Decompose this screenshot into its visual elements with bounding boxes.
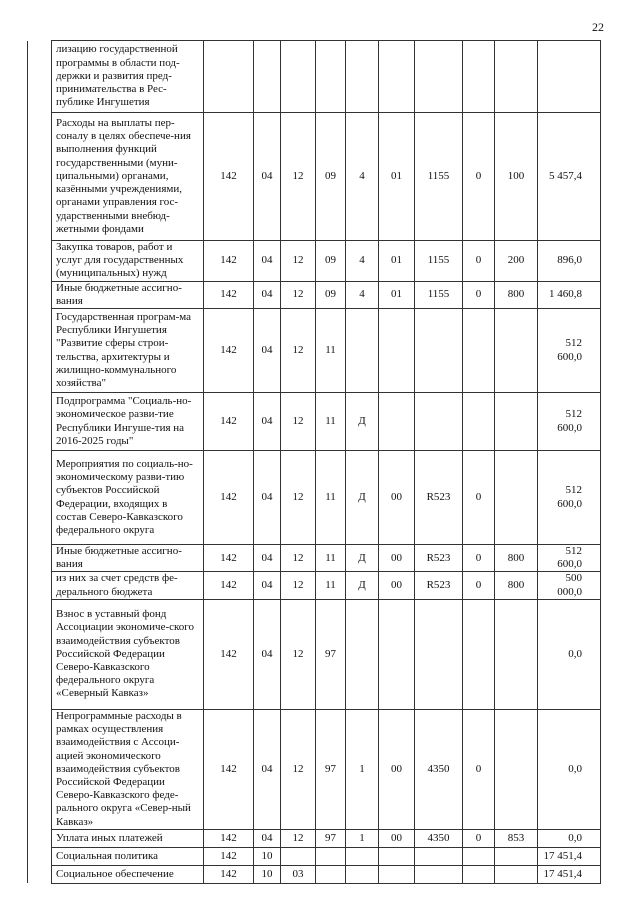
direction-code-cell xyxy=(415,393,463,451)
event-code-cell: 00 xyxy=(379,572,415,599)
ministry-code-cell: 142 xyxy=(204,281,254,308)
table-row xyxy=(28,572,601,599)
detail-code-cell xyxy=(463,599,495,709)
detail-code-cell xyxy=(463,865,495,883)
margin-cell xyxy=(28,599,52,709)
table-row xyxy=(28,847,601,865)
event-code-cell xyxy=(379,599,415,709)
amount-cell: 17 451,4 xyxy=(538,865,601,883)
section-code-cell: 04 xyxy=(254,451,281,545)
detail-code-cell: 0 xyxy=(463,451,495,545)
subsection-code-cell: 12 xyxy=(281,451,316,545)
program-code-cell: 97 xyxy=(316,709,346,829)
margin-cell xyxy=(28,451,52,545)
program-code-cell: 97 xyxy=(316,599,346,709)
expense-type-code-cell xyxy=(495,709,538,829)
event-code-cell: 00 xyxy=(379,829,415,847)
expense-type-code-cell: 800 xyxy=(495,572,538,599)
subprogram-code-cell xyxy=(346,599,379,709)
expense-name-cell: лизацию государственной программы в области под-держки и развития пред-принимательства в Рес-публике Ингушетия xyxy=(52,41,204,113)
direction-code-cell xyxy=(415,847,463,865)
table-row xyxy=(28,599,601,709)
event-code-cell: 00 xyxy=(379,451,415,545)
ministry-code-cell: 142 xyxy=(204,545,254,572)
margin-cell xyxy=(28,865,52,883)
program-code-cell: 09 xyxy=(316,281,346,308)
table-row xyxy=(28,241,601,282)
amount-cell: 500 000,0 xyxy=(538,572,601,599)
margin-cell xyxy=(28,829,52,847)
ministry-code-cell: 142 xyxy=(204,709,254,829)
table-row xyxy=(28,829,601,847)
ministry-code-cell: 142 xyxy=(204,451,254,545)
table-row xyxy=(28,41,601,113)
amount-cell: 512 600,0 xyxy=(538,451,601,545)
section-code-cell: 04 xyxy=(254,393,281,451)
ministry-code-cell: 142 xyxy=(204,113,254,241)
event-code-cell: 01 xyxy=(379,241,415,282)
subsection-code-cell: 12 xyxy=(281,241,316,282)
table-row xyxy=(28,865,601,883)
amount-cell: 5 457,4 xyxy=(538,113,601,241)
margin-cell xyxy=(28,709,52,829)
section-code-cell: 10 xyxy=(254,847,281,865)
direction-code-cell: 4350 xyxy=(415,829,463,847)
detail-code-cell: 0 xyxy=(463,709,495,829)
expense-type-code-cell xyxy=(495,599,538,709)
program-code-cell: 11 xyxy=(316,309,346,393)
event-code-cell: 00 xyxy=(379,709,415,829)
amount-cell: 1 460,8 xyxy=(538,281,601,308)
margin-cell xyxy=(28,572,52,599)
expense-name-cell: Непрограммные расходы в рамках осуществления взаимодействия с Ассоци-ацией экономического взаимодействия субъектов Российской Федерации Северо-Кавказского феде-рального округа «Север-ный Кавказ» xyxy=(52,709,204,829)
subprogram-code-cell xyxy=(346,847,379,865)
detail-code-cell xyxy=(463,41,495,113)
expense-type-code-cell: 800 xyxy=(495,281,538,308)
subsection-code-cell: 12 xyxy=(281,599,316,709)
amount-cell: 512 600,0 xyxy=(538,545,601,572)
ministry-code-cell: 142 xyxy=(204,865,254,883)
table-row xyxy=(28,281,601,308)
ministry-code-cell: 142 xyxy=(204,829,254,847)
margin-cell xyxy=(28,393,52,451)
subsection-code-cell: 12 xyxy=(281,281,316,308)
ministry-code-cell xyxy=(204,41,254,113)
ministry-code-cell: 142 xyxy=(204,847,254,865)
subprogram-code-cell: Д xyxy=(346,393,379,451)
subsection-code-cell: 12 xyxy=(281,113,316,241)
direction-code-cell: 1155 xyxy=(415,113,463,241)
subsection-code-cell: 12 xyxy=(281,829,316,847)
margin-cell xyxy=(28,309,52,393)
page-number: 22 xyxy=(592,20,604,34)
subsection-code-cell: 12 xyxy=(281,545,316,572)
expense-name-cell: Закупка товаров, работ и услуг для государственных (муниципальных) нужд xyxy=(52,241,204,282)
ministry-code-cell: 142 xyxy=(204,599,254,709)
subprogram-code-cell: 4 xyxy=(346,241,379,282)
program-code-cell xyxy=(316,865,346,883)
detail-code-cell xyxy=(463,393,495,451)
detail-code-cell: 0 xyxy=(463,281,495,308)
program-code-cell: 09 xyxy=(316,113,346,241)
budget-table xyxy=(27,40,601,884)
section-code-cell: 04 xyxy=(254,709,281,829)
subsection-code-cell: 12 xyxy=(281,309,316,393)
program-code-cell: 09 xyxy=(316,241,346,282)
ministry-code-cell: 142 xyxy=(204,309,254,393)
direction-code-cell xyxy=(415,599,463,709)
expense-type-code-cell: 800 xyxy=(495,545,538,572)
expense-name-cell: Государственная програм-ма Республики Ингушетия "Развитие сферы строи-тельства, архитектуры и жилищно-коммунального хозяйства" xyxy=(52,309,204,393)
expense-type-code-cell xyxy=(495,847,538,865)
subprogram-code-cell xyxy=(346,865,379,883)
subprogram-code-cell: Д xyxy=(346,545,379,572)
amount-cell: 512 600,0 xyxy=(538,393,601,451)
event-code-cell xyxy=(379,847,415,865)
expense-name-cell: Социальное обеспечение xyxy=(52,865,204,883)
expense-name-cell: Иные бюджетные ассигно-вания xyxy=(52,545,204,572)
event-code-cell xyxy=(379,393,415,451)
section-code-cell: 04 xyxy=(254,241,281,282)
subprogram-code-cell: 1 xyxy=(346,709,379,829)
event-code-cell xyxy=(379,865,415,883)
ministry-code-cell: 142 xyxy=(204,241,254,282)
subprogram-code-cell: Д xyxy=(346,572,379,599)
amount-cell xyxy=(538,41,601,113)
event-code-cell: 01 xyxy=(379,281,415,308)
detail-code-cell xyxy=(463,847,495,865)
amount-cell: 0,0 xyxy=(538,709,601,829)
event-code-cell xyxy=(379,309,415,393)
subsection-code-cell: 03 xyxy=(281,865,316,883)
direction-code-cell xyxy=(415,309,463,393)
margin-cell xyxy=(28,281,52,308)
expense-type-code-cell: 853 xyxy=(495,829,538,847)
expense-name-cell: Расходы на выплаты пер-соналу в целях обеспече-ния выполнения функций государственными (муни-ципальными) органами, казёнными учреждениями, органами управления гос-ударственными внебюд-жетными фондами xyxy=(52,113,204,241)
direction-code-cell xyxy=(415,865,463,883)
detail-code-cell xyxy=(463,309,495,393)
table-row xyxy=(28,709,601,829)
expense-type-code-cell: 100 xyxy=(495,113,538,241)
section-code-cell: 04 xyxy=(254,281,281,308)
table-row xyxy=(28,451,601,545)
amount-cell: 0,0 xyxy=(538,829,601,847)
subsection-code-cell: 12 xyxy=(281,393,316,451)
ministry-code-cell: 142 xyxy=(204,572,254,599)
subprogram-code-cell: 4 xyxy=(346,113,379,241)
margin-cell xyxy=(28,847,52,865)
expense-name-cell: Подпрограмма "Социаль-но-экономическое разви-тие Республики Ингуше-тия на 2016-2025 годы" xyxy=(52,393,204,451)
program-code-cell: 11 xyxy=(316,393,346,451)
expense-type-code-cell xyxy=(495,41,538,113)
table-row xyxy=(28,309,601,393)
direction-code-cell: R523 xyxy=(415,545,463,572)
subprogram-code-cell: Д xyxy=(346,451,379,545)
program-code-cell xyxy=(316,41,346,113)
event-code-cell xyxy=(379,41,415,113)
expense-name-cell: Взнос в уставный фонд Ассоциации экономиче-ского взаимодействия субъектов Российской Федерации Северо-Кавказского федерального округа «Северный Кавказ» xyxy=(52,599,204,709)
program-code-cell: 11 xyxy=(316,545,346,572)
section-code-cell: 04 xyxy=(254,113,281,241)
detail-code-cell: 0 xyxy=(463,241,495,282)
expense-type-code-cell xyxy=(495,451,538,545)
margin-cell xyxy=(28,41,52,113)
section-code-cell: 04 xyxy=(254,545,281,572)
margin-cell xyxy=(28,545,52,572)
expense-name-cell: Социальная политика xyxy=(52,847,204,865)
subsection-code-cell: 12 xyxy=(281,709,316,829)
direction-code-cell: R523 xyxy=(415,451,463,545)
margin-cell xyxy=(28,241,52,282)
program-code-cell: 97 xyxy=(316,829,346,847)
program-code-cell xyxy=(316,847,346,865)
subprogram-code-cell xyxy=(346,309,379,393)
direction-code-cell: R523 xyxy=(415,572,463,599)
amount-cell: 896,0 xyxy=(538,241,601,282)
subprogram-code-cell: 1 xyxy=(346,829,379,847)
direction-code-cell: 4350 xyxy=(415,709,463,829)
table-row xyxy=(28,545,601,572)
table-row xyxy=(28,393,601,451)
expense-name-cell: Мероприятия по социаль-но-экономическому разви-тию субъектов Российской Федерации, входящих в состав Северо-Кавказского федерального округа xyxy=(52,451,204,545)
event-code-cell: 00 xyxy=(379,545,415,572)
direction-code-cell: 1155 xyxy=(415,281,463,308)
section-code-cell: 04 xyxy=(254,572,281,599)
event-code-cell: 01 xyxy=(379,113,415,241)
expense-name-cell: Уплата иных платежей xyxy=(52,829,204,847)
section-code-cell xyxy=(254,41,281,113)
subprogram-code-cell: 4 xyxy=(346,281,379,308)
expense-name-cell: Иные бюджетные ассигно-вания xyxy=(52,281,204,308)
subsection-code-cell xyxy=(281,847,316,865)
expense-type-code-cell: 200 xyxy=(495,241,538,282)
expense-type-code-cell xyxy=(495,393,538,451)
direction-code-cell xyxy=(415,41,463,113)
ministry-code-cell: 142 xyxy=(204,393,254,451)
expense-type-code-cell xyxy=(495,865,538,883)
section-code-cell: 10 xyxy=(254,865,281,883)
margin-cell xyxy=(28,113,52,241)
program-code-cell: 11 xyxy=(316,572,346,599)
detail-code-cell: 0 xyxy=(463,572,495,599)
expense-type-code-cell xyxy=(495,309,538,393)
program-code-cell: 11 xyxy=(316,451,346,545)
expense-name-cell: из них за счет средств фе-дерального бюджета xyxy=(52,572,204,599)
subsection-code-cell: 12 xyxy=(281,572,316,599)
subsection-code-cell xyxy=(281,41,316,113)
table-row xyxy=(28,113,601,241)
detail-code-cell: 0 xyxy=(463,829,495,847)
direction-code-cell: 1155 xyxy=(415,241,463,282)
section-code-cell: 04 xyxy=(254,829,281,847)
detail-code-cell: 0 xyxy=(463,545,495,572)
amount-cell: 512 600,0 xyxy=(538,309,601,393)
amount-cell: 17 451,4 xyxy=(538,847,601,865)
section-code-cell: 04 xyxy=(254,309,281,393)
section-code-cell: 04 xyxy=(254,599,281,709)
amount-cell: 0,0 xyxy=(538,599,601,709)
detail-code-cell: 0 xyxy=(463,113,495,241)
subprogram-code-cell xyxy=(346,41,379,113)
